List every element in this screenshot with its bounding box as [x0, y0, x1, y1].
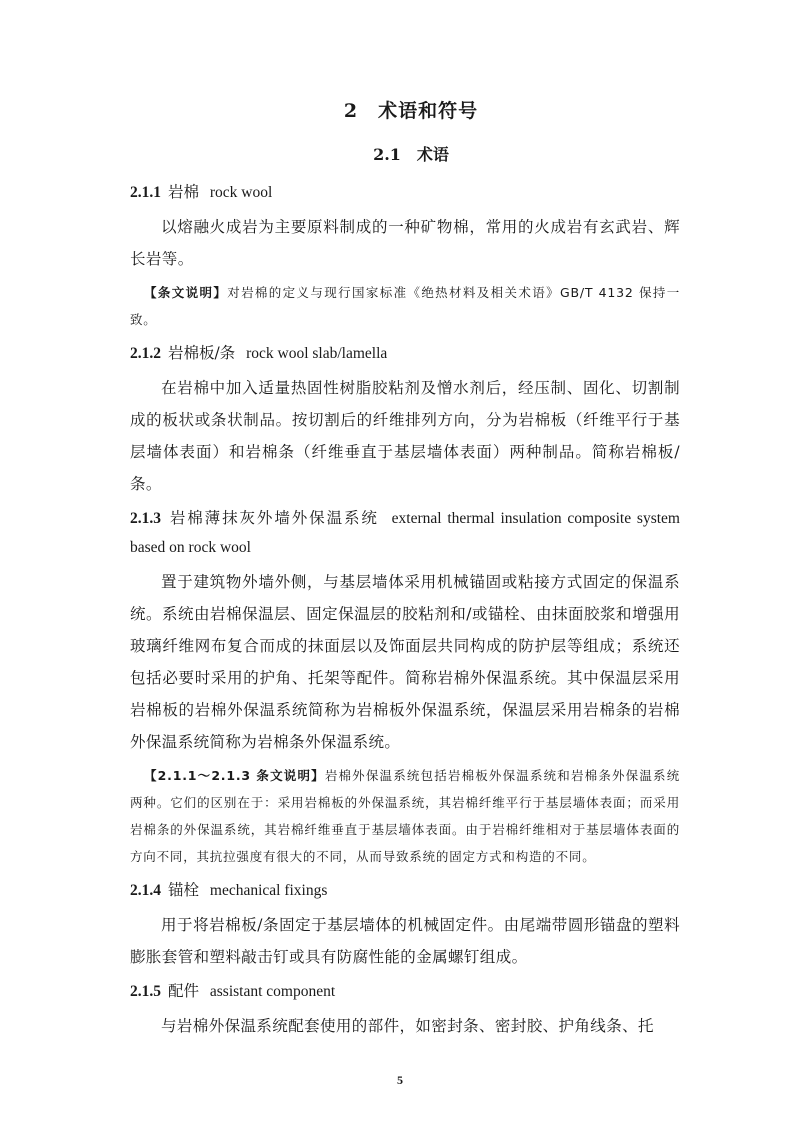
term-name-cn: 配件 — [167, 982, 199, 1000]
term-number: 2.1.1 — [130, 184, 161, 201]
term-definition: 与岩棉外保温系统配套使用的部件，如密封条、密封胶、护角线条、托 — [161, 1017, 654, 1035]
term-number: 2.1.2 — [130, 345, 161, 362]
term-block-2-1-2 — [130, 339, 680, 500]
term-name-en: rock wool slab/lamella — [246, 345, 388, 362]
term-block-2-1-4 — [130, 876, 680, 973]
term-name-cn: 岩棉 — [167, 183, 199, 201]
term-block-2-1-3 — [130, 504, 680, 870]
term-block-2-1-1 — [130, 178, 680, 333]
explanatory-note — [130, 279, 680, 333]
term-name-cn: 岩棉薄抹灰外墙外保温系统 — [169, 509, 379, 527]
term-name-en: assistant component — [209, 983, 336, 1000]
term-number: 2.1.3 — [130, 510, 161, 527]
term-definition: 以熔融火成岩为主要原料制成的一种矿物棉，常用的火成岩有玄武岩、辉长岩等。 — [130, 218, 680, 268]
term-heading — [130, 977, 680, 1006]
term-name-cn: 锚栓 — [167, 881, 199, 899]
note-label: 【2.1.1～2.1.3 条文说明】 — [144, 768, 325, 783]
term-name-en: mechanical fixings — [209, 882, 328, 899]
term-heading — [130, 178, 680, 207]
term-name-cn: 岩棉板/条 — [167, 344, 236, 362]
document-page — [130, 96, 680, 1046]
chapter-title: 2 术语和符号 — [343, 100, 479, 122]
term-definition: 用于将岩棉板/条固定于基层墙体的机械固定件。由尾端带圆形锚盘的塑料膨胀套管和塑料敲击钉或具有防腐性能的金属螺钉组成。 — [130, 916, 680, 966]
term-block-2-1-5 — [130, 977, 680, 1042]
section-title: 2.1 术语 — [373, 145, 449, 164]
term-number: 2.1.4 — [130, 882, 161, 899]
term-heading — [130, 504, 680, 562]
term-definition: 置于建筑物外墙外侧，与基层墙体采用机械锚固或粘接方式固定的保温系统。系统由岩棉保温层、固定保温层的胶粘剂和/或锚栓、由抹面胶浆和增强用玻璃纤维网布复合而成的抹面层以及饰面层共同构成的防护层等组成；系统还包括必要时采用的护角、托架等配件。简称岩棉外保温系统。其中保温层采用岩棉板的岩棉外保温系统简称为岩棉板外保温系统，保温层采用岩棉条的岩棉外保温系统简称为岩棉条外保温系统。 — [130, 573, 680, 751]
term-name-en: rock wool — [209, 184, 273, 201]
page-number: 5 — [397, 1073, 403, 1087]
term-name-en: external thermal insulation composite system based on rock wool — [130, 510, 680, 556]
term-heading — [130, 876, 680, 905]
term-definition: 在岩棉中加入适量热固性树脂胶粘剂及憎水剂后，经压制、固化、切割制成的板状或条状制品。按切割后的纤维排列方向，分为岩棉板（纤维平行于基层墙体表面）和岩棉条（纤维垂直于基层墙体表面）两种制品。简称岩棉板/条。 — [130, 379, 680, 493]
explanatory-note — [130, 762, 680, 870]
note-text: 对岩棉的定义与现行国家标准《绝热材料及相关术语》GB/T 4132 保持一致。 — [130, 285, 680, 327]
term-heading — [130, 339, 680, 368]
term-number: 2.1.5 — [130, 983, 161, 1000]
note-text: 岩棉外保温系统包括岩棉板外保温系统和岩棉条外保温系统两种。它们的区别在于：采用岩棉板的外保温系统，其岩棉纤维平行于基层墙体表面；而采用岩棉条的外保温系统，其岩棉纤维垂直于基层墙体表面。由于岩棉纤维相对于基层墙体表面的方向不同，其抗拉强度有很大的不同，从而导致系统的固定方式和构造的不同。 — [130, 768, 680, 864]
note-label: 【条文说明】 — [144, 285, 228, 300]
